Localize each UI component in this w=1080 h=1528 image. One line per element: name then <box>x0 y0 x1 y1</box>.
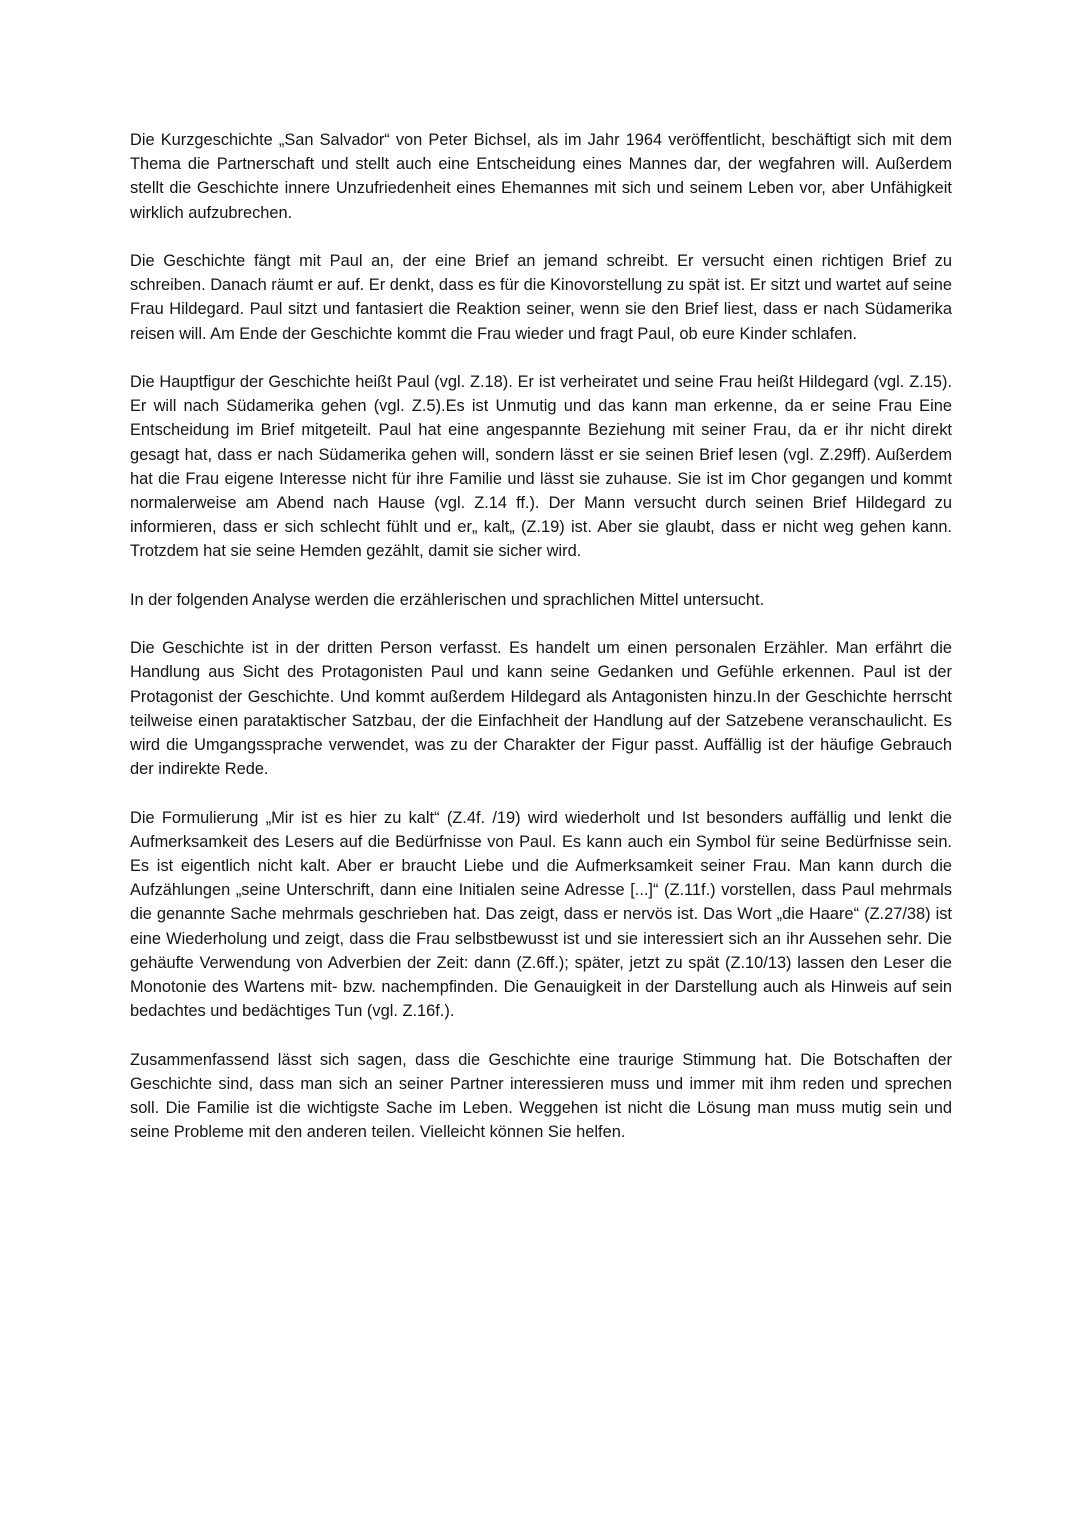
paragraph-conclusion: Zusammenfassend lässt sich sagen, dass die Geschichte eine traurige Stimmung hat. Die Botschaften der Geschichte sind, dass man sich an seiner Partner interessieren muss und immer mit ihm reden und sprechen soll. Die Familie ist die wichtigste Sache im Leben. Weggehen ist nicht die Lösung man muss mutig sein und seine Probleme mit den anderen teilen. Vielleicht können Sie helfen. <box>130 1050 952 1142</box>
paragraph-summary: Die Geschichte fängt mit Paul an, der eine Brief an jemand schreibt. Er versucht einen richtigen Brief zu schreiben. Danach räumt er auf. Er denkt, dass es für die Kinovorstellung zu spät ist. Er sitzt und wartet auf seine Frau Hildegard. Paul sitzt und fantasiert die Reaktion seiner, wenn sie den Brief liest, dass er nach Südamerika reisen will. Am Ende der Geschichte kommt die Frau wieder und fragt Paul, ob eure Kinder schlafen. <box>130 252 952 343</box>
paragraph-transition: In der folgenden Analyse werden die erzählerischen und sprachlichen Mittel untersucht. <box>130 590 765 609</box>
paragraph-language-means: Die Formulierung „Mir ist es hier zu kalt“ (Z.4f. /19) wird wiederholt und Ist besonders auffällig und lenkt die Aufmerksamkeit des Lesers auf die Bedürfnisse von Paul. Es kann auch ein Symbol für seine Bedürfnisse sein. Es ist eigentlich nicht kalt. Aber er braucht Liebe und die Aufmerksamkeit seiner Frau. Man kann durch die Aufzählungen „seine Unterschrift, dann eine Initialen seine Adresse [...]“ (Z.11f.) vorstellen, dass Paul mehrmals die genannte Sache mehrmals geschrieben hat. Das zeigt, dass er nervös ist. Das Wort „die Haare“ (Z.27/38) ist eine Wiederholung und zeigt, dass die Frau selbstbewusst ist und sie interessiert sich an ihr Aussehen sehr. Die gehäufte Verwendung von Adverbien der Zeit: dann (Z.6ff.); später, jetzt zu spät (Z.10/13) lassen den Leser die Monotonie des Wartens mit- bzw. nachempfinden. Die Genauigkeit in der Darstellung auch als Hinweis auf sein bedachtes und bedächtiges Tun (vgl. Z.16f.). <box>130 808 952 1021</box>
document-body <box>130 128 952 1169</box>
paragraph-character-analysis: Die Hauptfigur der Geschichte heißt Paul (vgl. Z.18). Er ist verheiratet und seine Frau heißt Hildegard (vgl. Z.15). Er will nach Südamerika gehen (vgl. Z.5).Es ist Unmutig und das kann man erkenne, da er seine Frau Eine Entscheidung im Brief mitgeteilt. Paul hat eine angespannte Beziehung mit seiner Frau, da er ihr nicht direkt gesagt hat, dass er nach Südamerika gehen will, sondern lässt er sie seinen Brief lesen (vgl. Z.29ff). Außerdem hat die Frau eigene Interesse nicht für ihre Familie und lässt sie zuhause. Sie ist im Chor gegangen und kommt normalerweise am Abend nach Hause (vgl. Z.14 ff.). Der Mann versucht durch seinen Brief Hildegard zu informieren, dass er sich schlecht fühlt und er„ kalt„ (Z.19) ist. Aber sie glaubt, dass er nicht weg gehen kann. Trotzdem hat sie seine Hemden gezählt, damit sie sicher wird. <box>130 373 952 561</box>
paragraph-introduction: Die Kurzgeschichte „San Salvador“ von Peter Bichsel, als im Jahr 1964 veröffentlicht, beschäftigt sich mit dem Thema die Partnerschaft und stellt auch eine Entscheidung eines Mannes dar, der wegfahren will. Außerdem stellt die Geschichte innere Unzufriedenheit eines Ehemannes mit sich und seinem Leben vor, aber Unfähigkeit wirklich aufzubrechen. <box>130 131 952 222</box>
paragraph-narrative-means: Die Geschichte ist in der dritten Person verfasst. Es handelt um einen personalen Erzähler. Man erfährt die Handlung aus Sicht des Protagonisten Paul und kann seine Gedanken und Gefühle erkennen. Paul ist der Protagonist der Geschichte. Und kommt außerdem Hildegard als Antagonisten hinzu.In der Geschichte herrscht teilweise einen parataktischer Satzbau, der die Einfachheit der Handlung auf der Satzebene veranschaulicht. Es wird die Umgangssprache verwendet, was zu der Charakter der Figur passt. Auffällig ist der häufige Gebrauch der indirekte Rede. <box>130 639 952 779</box>
